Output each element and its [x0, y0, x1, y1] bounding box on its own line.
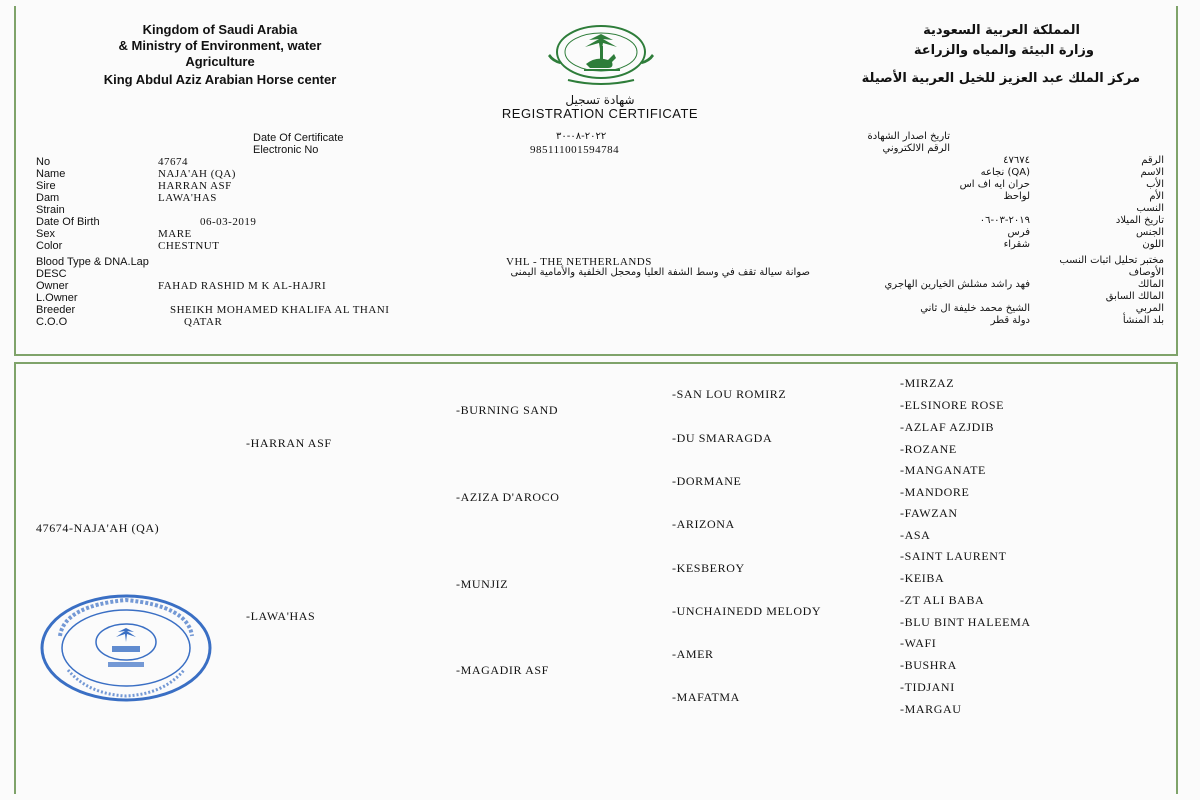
- field-coo-value: QATAR: [184, 316, 223, 328]
- field-owner-value: FAHAD RASHID M K AL-HAJRI: [158, 280, 327, 292]
- field-name-label-ar: الاسم: [1140, 167, 1164, 178]
- field-color-value-ar: شقراء: [1003, 239, 1030, 250]
- electronic-no-label: Electronic No: [253, 144, 319, 156]
- field-blood-type-label: Blood Type & DNA.Lap: [36, 256, 149, 268]
- electronic-no-value: 985111001594784: [530, 144, 620, 156]
- field-sex-label-ar: الجنس: [1135, 227, 1164, 238]
- palm-horse-emblem-icon: [528, 22, 674, 88]
- header-ar-line-3: مركز الملك عبد العزيز للخيل العربية الأصيلة: [861, 71, 1140, 86]
- field-sire-value-ar: حران ايه اف اس: [959, 179, 1030, 190]
- field-blood-type-value: VHL - THE NETHERLANDS: [506, 256, 652, 268]
- field-name-value-ar: (QA) نجاعه: [980, 167, 1030, 178]
- electronic-no-label-ar: الرقم الالكتروني: [882, 143, 950, 154]
- field-breeder-label: Breeder: [36, 304, 76, 316]
- pedigree-gen3-5: -KESBEROY: [672, 561, 745, 575]
- field-sex-value: MARE: [158, 228, 192, 240]
- pedigree-gen3-4: -ARIZONA: [672, 517, 735, 531]
- field-dam-label-ar: الأم: [1149, 191, 1164, 202]
- pedigree-gen3-2: -DU SMARAGDA: [672, 431, 773, 445]
- pedigree-frame: [14, 362, 1178, 794]
- field-sex-value-ar: فرس: [1007, 227, 1030, 238]
- title-english: REGISTRATION CERTIFICATE: [501, 106, 699, 121]
- pedigree-gen4-6: -MANDORE: [900, 485, 970, 499]
- pedigree-gen4-10: -KEIBA: [900, 571, 945, 585]
- pedigree-gen4-4: -ROZANE: [900, 442, 957, 456]
- pedigree-gen4-11: -ZT ALI BABA: [900, 593, 985, 607]
- field-sex-label: Sex: [36, 228, 55, 240]
- field-no-label-ar: الرقم: [1141, 155, 1164, 166]
- field-breeder-value: SHEIKH MOHAMED KHALIFA AL THANI: [170, 304, 390, 316]
- field-coo-value-ar: دولة قطر: [990, 315, 1030, 326]
- field-date-of-birth-label: Date Of Birth: [36, 216, 100, 228]
- field-date-of-birth-value-ar: ٢٠١٩-٠٣-٠٦: [979, 215, 1030, 226]
- pedigree-subject: 47674-NAJA'AH (QA): [36, 521, 160, 535]
- field-no-value: 47674: [158, 156, 188, 168]
- pedigree-gen2-4: -MAGADIR ASF: [456, 663, 549, 677]
- field-date-of-birth-value: 06-03-2019: [200, 216, 257, 228]
- field-coo-label: C.O.O: [36, 316, 68, 328]
- header-en-center-name: King Abdul Aziz Arabian Horse center: [103, 72, 337, 87]
- field-desc-label: DESC: [36, 268, 67, 280]
- date-of-certificate-label-ar: تاريخ اصدار الشهادة: [867, 131, 950, 142]
- field-breeder-label-ar: المربي: [1135, 303, 1164, 314]
- header-english: [60, 22, 380, 70]
- field-no-label: No: [36, 156, 51, 168]
- field-strain-label-ar: النسب: [1136, 203, 1164, 214]
- field-owner-value-ar: فهد راشد مشلش الخيارين الهاجري: [884, 279, 1030, 290]
- header-en-line-3: Agriculture: [185, 54, 255, 69]
- field-last-owner-label-ar: المالك السابق: [1105, 291, 1164, 302]
- pedigree-dam: -LAWA'HAS: [246, 609, 316, 623]
- field-name-value: NAJA'AH (QA): [158, 168, 236, 180]
- field-desc-label-ar: الأوصاف: [1128, 267, 1164, 278]
- pedigree-sire: -HARRAN ASF: [246, 436, 332, 450]
- field-date-of-birth-label-ar: تاريخ الميلاد: [1115, 215, 1164, 226]
- field-name-label: Name: [36, 168, 66, 180]
- header-en-line-2: & Ministry of Environment, water: [118, 38, 322, 53]
- field-coo-label-ar: بلد المنشأ: [1122, 315, 1164, 326]
- pedigree-gen4-15: -TIDJANI: [900, 680, 955, 694]
- field-sire-label: Sire: [36, 180, 56, 192]
- date-of-certificate-value: ٢٠٢٢-٠٨-٣٠: [556, 131, 607, 142]
- pedigree-gen4-2: -ELSINORE ROSE: [900, 398, 1005, 412]
- pedigree-gen4-3: -AZLAF AZJDIB: [900, 420, 995, 434]
- pedigree-gen4-14: -BUSHRA: [900, 658, 957, 672]
- field-dam-value-ar: لواحظ: [1003, 191, 1030, 202]
- field-desc-value-ar: صوانة سيالة تقف في وسط الشفة العليا ومحجل الخلفية والأمامية اليمنى: [510, 267, 810, 278]
- field-color-label-ar: اللون: [1142, 239, 1164, 250]
- field-blood-type-label-ar: مختبر تحليل اثبات النسب: [1059, 255, 1164, 266]
- date-of-certificate-label: Date Of Certificate: [253, 132, 344, 144]
- header-en-line-1: Kingdom of Saudi Arabia: [142, 22, 298, 37]
- pedigree-gen4-13: -WAFI: [900, 636, 937, 650]
- pedigree-gen4-8: -ASA: [900, 528, 931, 542]
- pedigree-gen4-1: -MIRZAZ: [900, 376, 955, 390]
- field-sire-value: HARRAN ASF: [158, 180, 232, 192]
- pedigree-gen4-12: -BLU BINT HALEEMA: [900, 615, 1031, 629]
- field-breeder-value-ar: الشيخ محمد خليفة ال ثاني: [920, 303, 1030, 314]
- title-arabic: شهادة تسجيل: [565, 93, 635, 107]
- registry-stamp-icon: [38, 592, 214, 704]
- field-dam-label: Dam: [36, 192, 60, 204]
- field-strain-label: Strain: [36, 204, 65, 216]
- pedigree-gen4-16: -MARGAU: [900, 702, 962, 716]
- field-dam-value: LAWA'HAS: [158, 192, 217, 204]
- header-ar-line-2: وزارة البيئة والمياه والزراعة: [913, 43, 1094, 58]
- pedigree-gen2-1: -BURNING SAND: [456, 403, 559, 417]
- header-ar-line-1: المملكة العربية السعودية: [923, 23, 1080, 38]
- pedigree-gen3-1: -SAN LOU ROMIRZ: [672, 387, 787, 401]
- pedigree-gen2-2: -AZIZA D'AROCO: [456, 490, 560, 504]
- pedigree-gen3-8: -MAFATMA: [672, 690, 740, 704]
- field-sire-label-ar: الأب: [1146, 179, 1164, 190]
- pedigree-gen4-5: -MANGANATE: [900, 463, 986, 477]
- pedigree-gen3-3: -DORMANE: [672, 474, 742, 488]
- field-color-value: CHESTNUT: [158, 240, 220, 252]
- pedigree-gen4-9: -SAINT LAURENT: [900, 549, 1007, 563]
- field-color-label: Color: [36, 240, 63, 252]
- pedigree-gen4-7: -FAWZAN: [900, 506, 958, 520]
- field-no-value-ar: ٤٧٦٧٤: [1003, 155, 1030, 166]
- pedigree-gen2-3: -MUNJIZ: [456, 577, 509, 591]
- pedigree-gen3-7: -AMER: [672, 647, 714, 661]
- pedigree-gen3-6: -UNCHAINEDD MELODY: [672, 604, 822, 618]
- field-owner-label: Owner: [36, 280, 69, 292]
- field-last-owner-label: L.Owner: [36, 292, 78, 304]
- field-owner-label-ar: المالك: [1137, 279, 1164, 290]
